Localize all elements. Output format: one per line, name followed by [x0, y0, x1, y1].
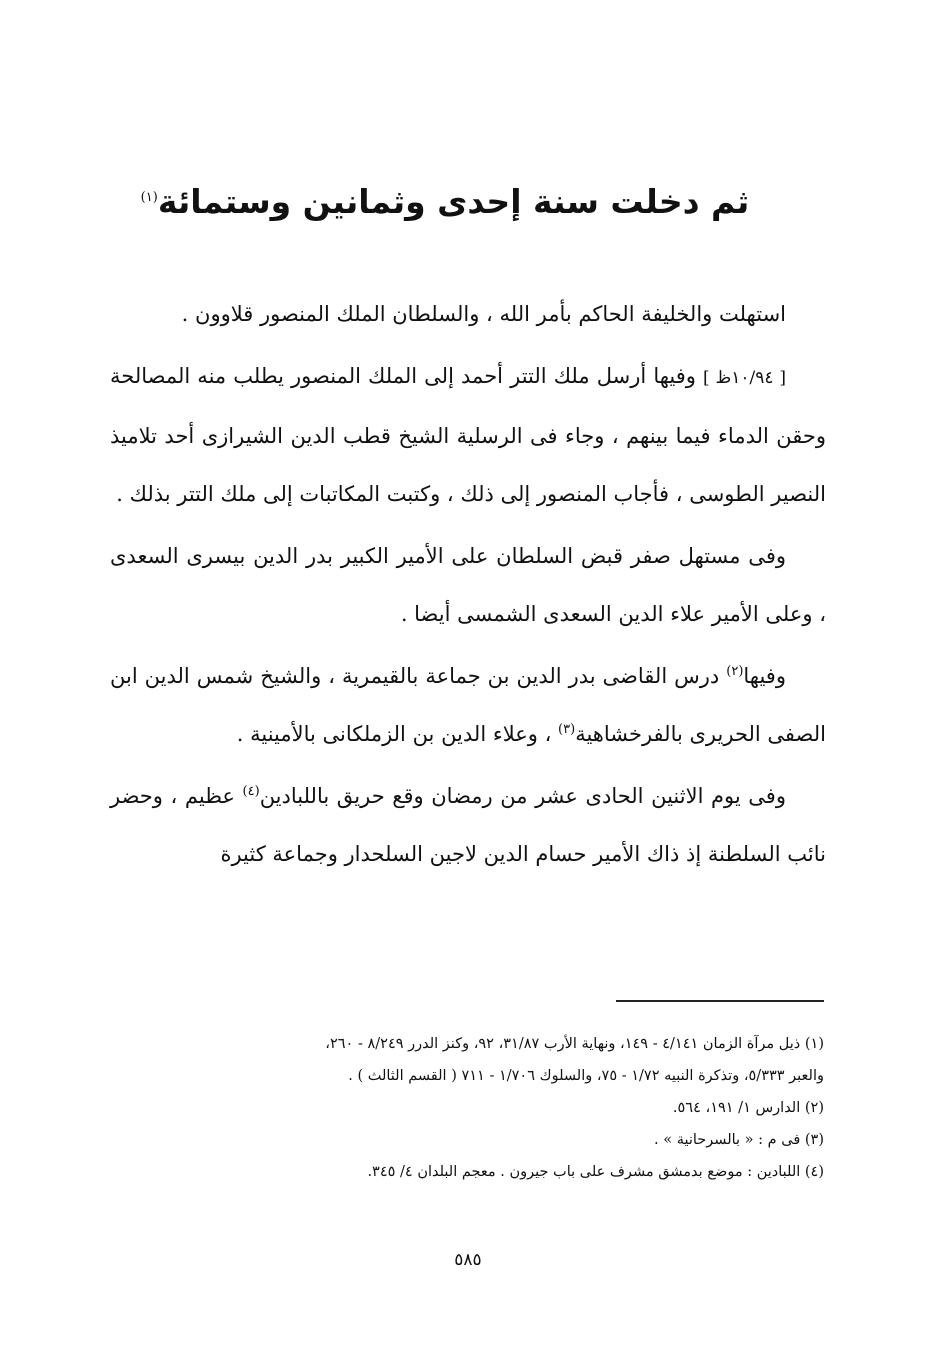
paragraph-4: [110, 647, 826, 763]
chapter-title: [140, 172, 750, 232]
paragraph-4-text-a: وفيها: [743, 664, 786, 688]
manuscript-folio-marker: [ ١٠/٩٤ظ ]: [703, 368, 786, 388]
paragraph-1: [110, 285, 826, 343]
footnote-4: (٤) اللبادين : موضع بدمشق مشرف على باب جيرون . معجم البلدان ٤/ ٣٤٥.: [367, 1164, 824, 1180]
paragraph-5-text-a: وفى يوم الاثنين الحادى عشر من رمضان وقع حريق باللبادين: [259, 784, 786, 808]
footnote-ref-4[interactable]: (٤): [242, 784, 260, 799]
footnotes: [108, 1028, 824, 1188]
paragraph-4-text-c: ، وعلاء الدين بن الزملكانى بالأمينية .: [236, 722, 559, 746]
footnote-3: (٣) فى م : « بالسرحانية » .: [654, 1132, 824, 1148]
body-text: [110, 285, 826, 883]
paragraph-5: [110, 767, 826, 883]
page-number: ٥٨٥: [454, 1250, 482, 1270]
footnote-ref-3[interactable]: (٣): [558, 722, 576, 737]
paragraph-3-text: وفى مستهل صفر قبض السلطان على الأمير الكبير بدر الدين بيسرى السعدى ، وعلى الأمير علاء الدين السعدى الشمسى أيضا .: [110, 544, 826, 626]
paragraph-1-text: استهلت والخليفة الحاكم بأمر الله ، والسلطان الملك المنصور قلاوون .: [181, 302, 786, 326]
footnote-divider: [616, 1000, 824, 1002]
paragraph-5-text-b: عظيم ، وحضر نائب السلطنة إذ ذاك الأمير حسام الدين لاجين السلحدار وجماعة كثيرة: [110, 784, 826, 866]
paragraph-4-text-b: درس القاضى بدر الدين بن جماعة بالقيمرية ، والشيخ شمس الدين ابن الصفى الحريرى بالفرخشاهية: [110, 664, 826, 746]
footnote-2: (٢) الدارس ١/ ١٩١، ٥٦٤.: [672, 1100, 824, 1116]
footnote-ref-1[interactable]: (١): [140, 190, 158, 206]
chapter-title-text: ثم دخلت سنة إحدى وثمانين وستمائة: [157, 182, 750, 222]
footnote-1-line-2: والعبر ٥/٣٣٣، وتذكرة النبيه ١/٧٢ - ٧٥، والسلوك ١/٧٠٦ - ٧١١ ( القسم الثالث ) .: [348, 1068, 824, 1084]
paragraph-3: [110, 527, 826, 643]
footnote-ref-2[interactable]: (٢): [726, 664, 744, 679]
paragraph-2-text: وفيها أرسل ملك التتر أحمد إلى الملك المنصور يطلب منه المصالحة وحقن الدماء فيما بينهم ، وجاء فى الرسلية الشيخ قطب الدين الشيرازى أحد تلاميذ النصير الطوسى ، فأجاب المنصور إلى ذلك ، وكتبت المكاتبات إلى ملك التتر بذلك .: [110, 364, 826, 506]
paragraph-2: [110, 347, 826, 523]
footnote-1-line-1: (١) ذيل مرآة الزمان ٤/١٤١ - ١٤٩، ونهاية الأرب ٣١/٨٧، ٩٢، وكنز الدرر ٨/٢٤٩ - ٢٦٠،: [325, 1036, 824, 1052]
